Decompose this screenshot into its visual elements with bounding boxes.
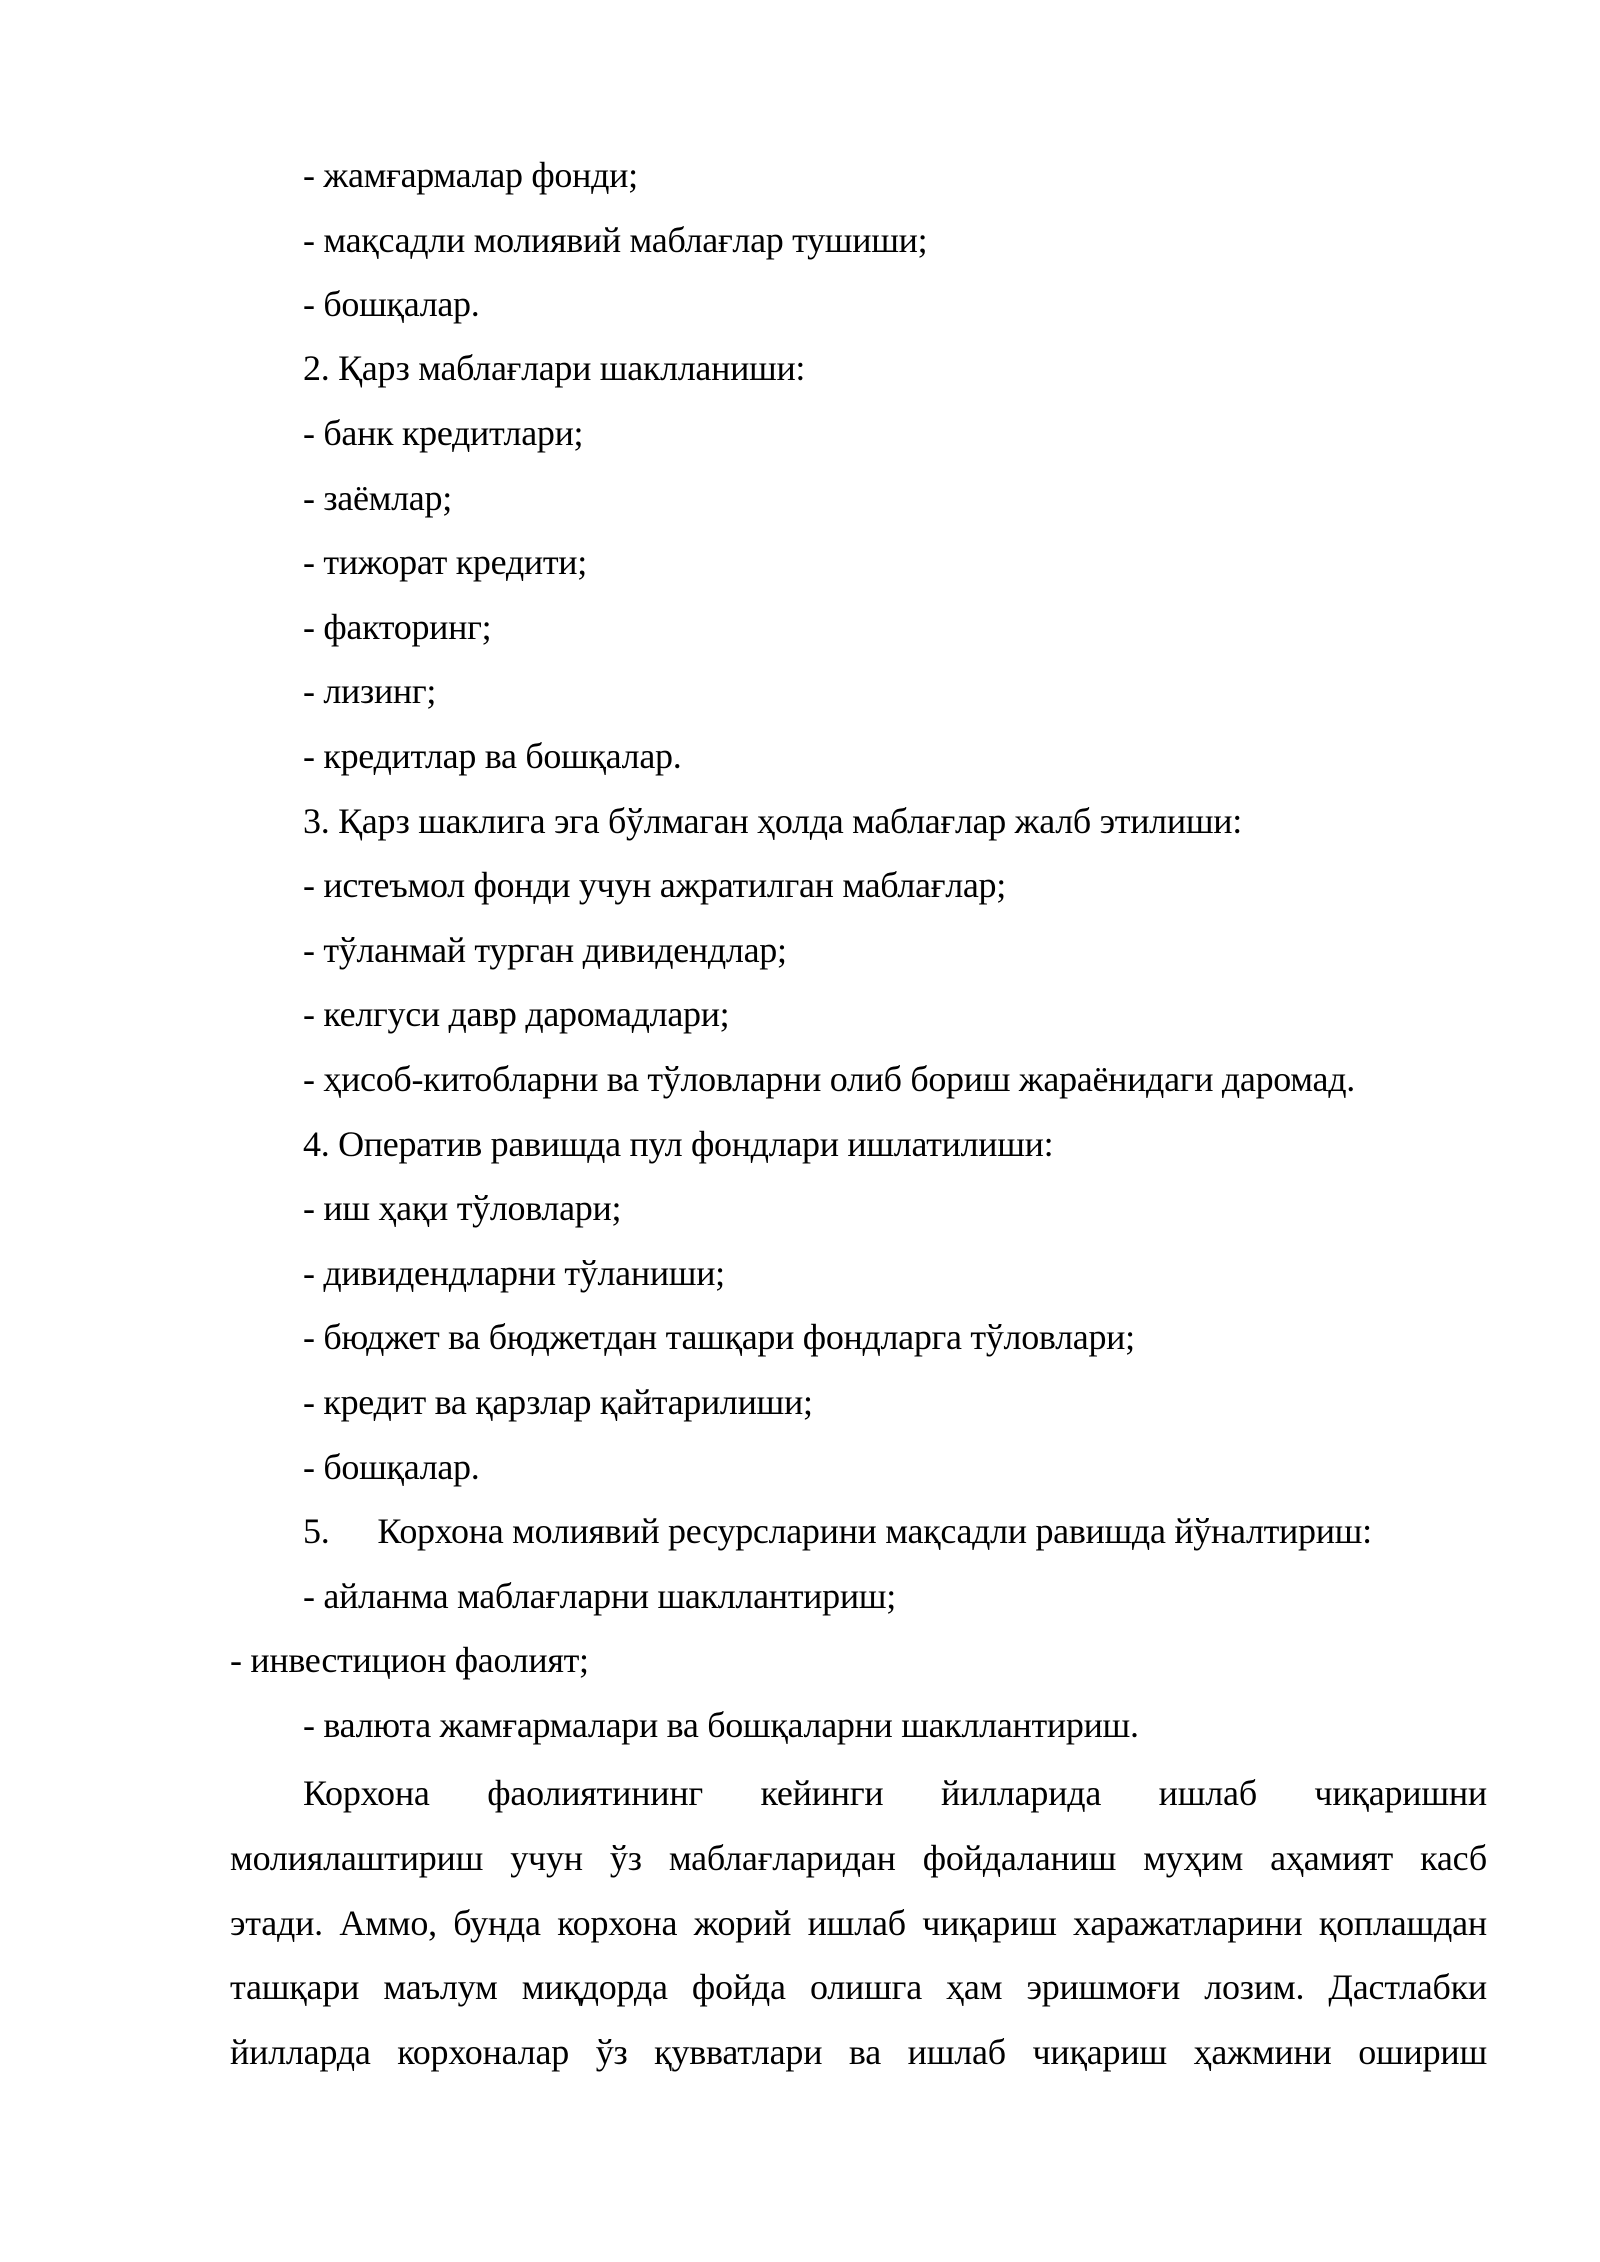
list-item-others-1: - бошқалар. (303, 284, 480, 324)
list-item-settlement-income: - ҳисоб-китобларни ва тўловларни олиб бориш жараёнидаги даромад. (303, 1059, 1355, 1099)
heading-number: 5. (303, 1511, 330, 1551)
list-item-others-2: - бошқалар. (303, 1447, 480, 1487)
heading-text: Корхона молиявий ресурсларини мақсадли равишда йўналтириш: (377, 1511, 1372, 1551)
list-item-savings-fund: - жамғармалар фонди; (303, 155, 638, 195)
paragraph-line: этади. Аммо, бунда корхона жорий ишлаб чиқариш харажатларини қоплашдан (230, 1903, 1487, 1943)
list-item-unpaid-dividends: - тўланмай турган дивидендлар; (303, 930, 787, 970)
list-item-loan-repayment: - кредит ва қарзлар қайтарилиши; (303, 1382, 813, 1422)
list-item-dividend-payments: - дивидендларни тўланиши; (303, 1253, 725, 1293)
list-item-consumption-fund: - истеъмол фонди учун ажратилган маблағлар; (303, 865, 1006, 905)
paragraph-line: Корхона фаолиятининг кейинги йилларида ишлаб чиқаришни (303, 1773, 1487, 1813)
list-item-leasing: - лизинг; (303, 671, 437, 711)
list-item-bank-credits: - банк кредитлари; (303, 413, 584, 453)
paragraph-line: ташқари маълум миқдорда фойда олишга ҳам эришмоғи лозим. Дастлабки (230, 1967, 1487, 2007)
paragraph-line: молиялаштириш учун ўз маблағларидан фойдаланиш муҳим аҳамият касб (230, 1838, 1487, 1878)
list-item-credits-and-others: - кредитлар ва бошқалар. (303, 736, 682, 776)
list-item-targeted-financing: - мақсадли молиявий маблағлар тушиши; (303, 220, 928, 260)
list-item-loans: - заёмлар; (303, 478, 452, 518)
list-item-trade-credit: - тижорат кредити; (303, 542, 587, 582)
list-item-factoring: - факторинг; (303, 607, 492, 647)
list-item-future-income: - келгуси давр даромадлари; (303, 994, 730, 1034)
list-item-working-capital: - айланма маблағларни шакллантириш; (303, 1576, 896, 1616)
paragraph-line: йилларда корхоналар ўз қувватлари ва ишлаб чиқариш ҳажмини ошириш (230, 2032, 1487, 2072)
list-item-wage-payments: - иш ҳақи тўловлари; (303, 1188, 622, 1228)
list-item-budget-payments: - бюджет ва бюджетдан ташқари фондларга тўловлари; (303, 1317, 1135, 1357)
heading-operational-funds: 4. Оператив равишда пул фондлари ишлатилиши: (303, 1124, 1054, 1164)
heading-non-debt-funds: 3. Қарз шаклига эга бўлмаган ҳолда маблағлар жалб этилиши: (303, 801, 1242, 841)
heading-borrowed-funds: 2. Қарз маблағлари шаклланиши: (303, 348, 806, 388)
list-item-investment-activity: - инвестицион фаолият; (230, 1640, 589, 1680)
heading-targeted-allocation (303, 1509, 1372, 1553)
list-item-currency-reserves: - валюта жамғармалари ва бошқаларни шакллантириш. (303, 1705, 1139, 1745)
